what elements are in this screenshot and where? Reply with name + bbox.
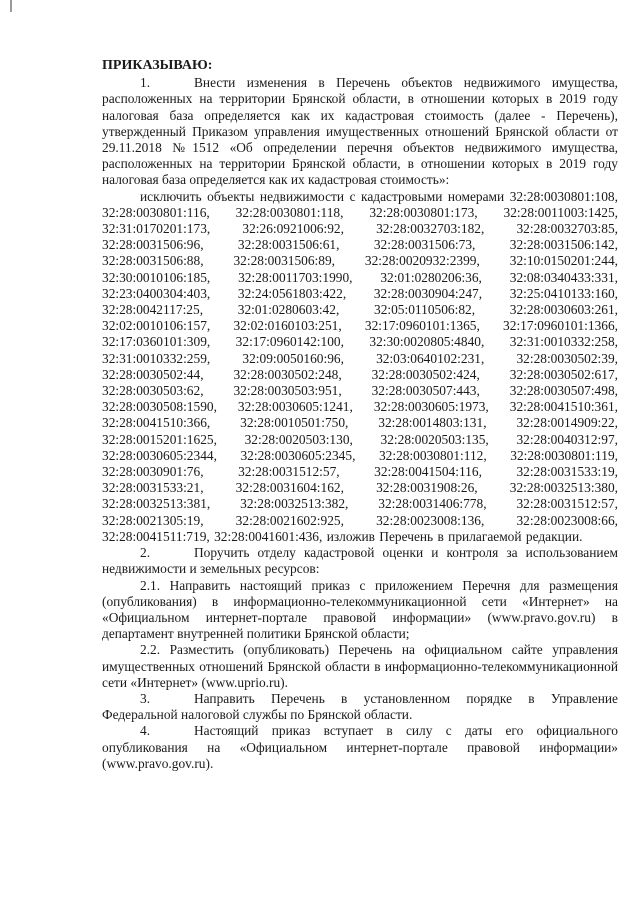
item-2-2: 2.2. Разместить (опубликовать) Перечень на официальном сайте управления имущественных отношений Брянской области в информационно-телекоммуникационной сети «Интернет» (www.uprio.ru). — [102, 642, 618, 690]
item-2-text: Поручить отделу кадастровой оценки и контроля за использованием недвижимости и земельных ресурсов: — [102, 545, 618, 577]
item-4-number: 4. — [140, 723, 151, 739]
cadastral-numbers-paragraph — [102, 189, 618, 545]
item-4 — [102, 723, 618, 772]
item-3 — [102, 691, 618, 723]
order-heading: ПРИКАЗЫВАЮ: — [102, 58, 213, 73]
item-2-1: 2.1. Направить настоящий приказ с приложением Перечня для размещения (опубликования) в информационно-телекоммуникационной сети «Интернет» на «Официальном интернет-портале правовой информации» (www.pravo.gov.ru) в департамент внутренней политики Брянской области; — [102, 577, 618, 642]
exclude-intro: исключить объекты недвижимости с кадастровыми номерами — [140, 188, 505, 204]
item-2 — [102, 545, 618, 577]
item-4-text: Настоящий приказ вступает в силу с даты его официального опубликования на «Официальном интернет-портале правовой информации» (www.pravo.gov.ru). — [102, 723, 618, 771]
item-1-number: 1. — [140, 75, 151, 91]
cadastral-numbers-list: 32:28:0030801:108, 32:28:0030801:116, 32:28:0030801:118, 32:28:0030801:173, 32:28:0011003:1425, 32:31:0170201:173, 32:26:0921006:92, 32:28:0032703:182, 32:28:0032703:85, 32:28:0031506:96, 32:28:0031506:61, 32:28:0031506:73, 32:28:0031506:142, 32:28:0031506:88, 32:28:0031506:89, 32:28:0020932:2399, 32:10:0150201:244, 32:30:0010106:185, 32:28:0011703:1990, 32:01:0280206:36, 32:08:0340433:331, 32:23:0400304:403, 32:24:0561803:422, 32:28:0030904:247, 32:25:0410133:160, 32:28:0042117:25, 32:01:0280603:42, 32:05:0110506:82, 32:28:0030603:261, 32:02:0010106:157, 32:02:0160103:251, 32:17:0960101:1365, 32:17:0960101:1366, 32:17:0360101:309, 32:17:0960142:100, 32:30:0020805:4840, 32:31:0010332:258, 32:31:0010332:259, 32:09:0050160:96, 32:03:0640102:231, 32:28:0030502:39, 32:28:0030502:44, 32:28:0030502:248, 32:28:0030502:424, 32:28:0030502:617, 32:28:0030503:62, 32:28:0030503:951, 32:28:0030507:443, 32:28:0030507:498, 32:28:0030508:1590, 32:28:0030605:1241, 32:28:0030605:1973, 32:28:0041510:361, 32:28:0041510:366, 32:28:0010501:750, 32:28:0014803:131, 32:28:0014909:22, 32:28:0015201:1625, 32:28:0020503:130, 32:28:0020503:135, 32:28:0040312:97, 32:28:0030605:2344, 32:28:0030605:2345, 32:28:0030801:112, 32:28:0030801:119, 32:28:0030901:76, 32:28:0031512:57, 32:28:0041504:116, 32:28:0031533:19, 32:28:0031533:21, 32:28:0031604:162, 32:28:0031908:26, 32:28:0032513:380, 32:28:0032513:381, 32:28:0032513:382, 32:28:0031406:778, 32:28:0031512:57, 32:28:0021305:19, 32:28:0021602:925, 32:28:0023008:136, 32:28:0023008:66, 32:28:0041511:719, 32:28:0041601:436, — [102, 188, 618, 544]
exclude-outro: изложив Перечень в прилагаемой редакции. — [326, 528, 583, 544]
scan-edge-mark — [10, 0, 12, 12]
item-2-number: 2. — [140, 545, 151, 561]
item-1 — [102, 75, 618, 188]
item-1-text: Внести изменения в Перечень объектов недвижимого имущества, расположенных на территории Брянской области, в отношении которых в 2019 году налоговая база определяется как их кадастровая стоимость (далее - Перечень), утвержденный Приказом управления имущественных отношений Брянской области от 29.11.2018 №1512 «Об определении перечня объектов недвижимого имущества, расположенных на территории Брянской области, в отношении которых в 2019 году налоговая база определяется как их кадастровая стоимость»: — [102, 75, 618, 188]
item-3-number: 3. — [140, 690, 151, 706]
item-3-text: Направить Перечень в установленном порядке в Управление Федеральной налоговой службы по Брянской области. — [102, 690, 618, 723]
